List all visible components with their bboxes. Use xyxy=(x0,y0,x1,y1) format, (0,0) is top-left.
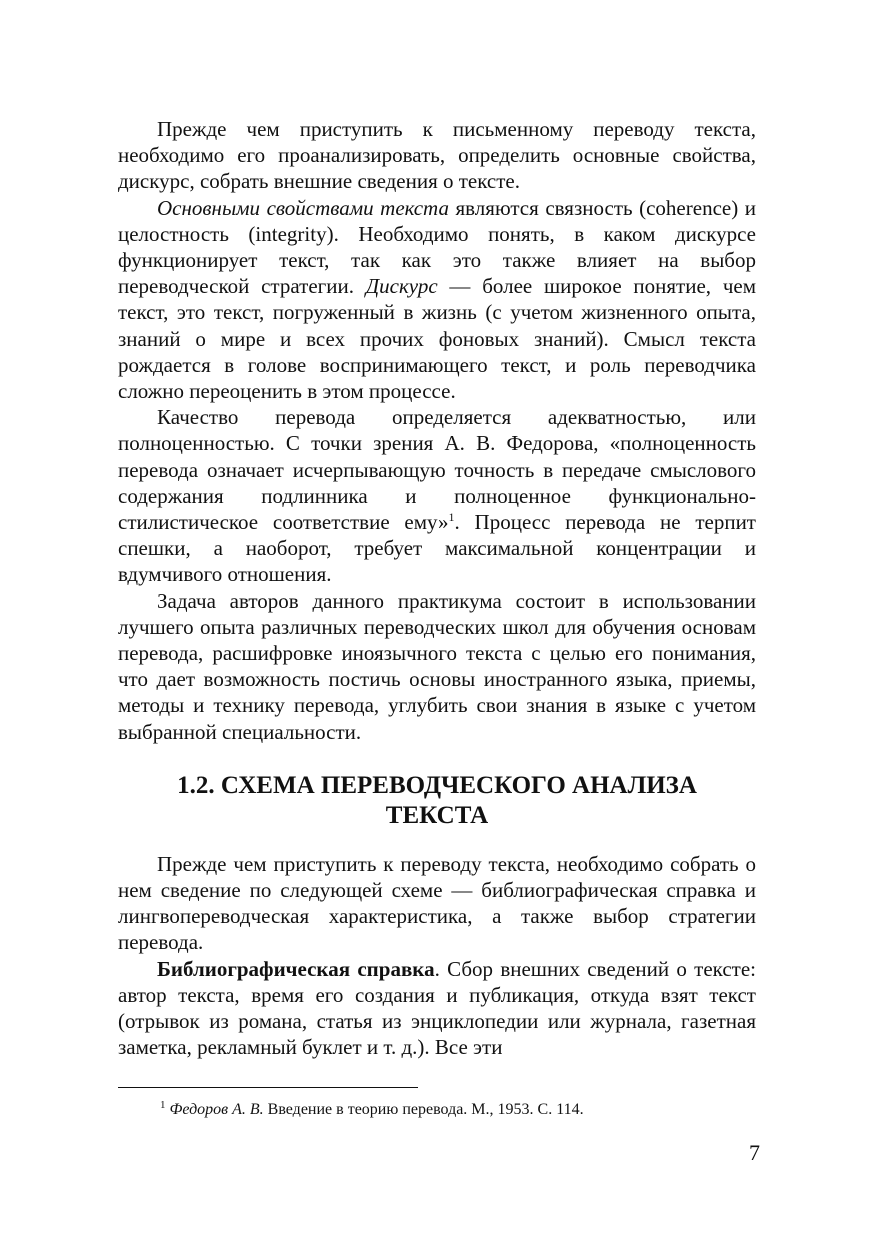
paragraph-5 xyxy=(118,851,756,956)
footnote xyxy=(160,1100,760,1120)
section-heading-line-1: 1.2. СХЕМА ПЕРЕВОДЧЕСКОГО АНАЛИЗА xyxy=(177,771,697,799)
footnote-text: Введение в теорию перевода. М., 1953. С. 114. xyxy=(263,1101,584,1118)
term-text-properties: Основными свойствами текста xyxy=(157,195,449,220)
paragraph-4-text: Задача авторов данного практикума состоит в использовании лучшего опыта различных переводческих школ для обучения основам перевода, расшифровке иноязычного текста с целью его понимания, что дает возможность постичь основы иностранного языка, приемы, методы и технику перевода, углубить свои знания в языке с учетом выбранной специальности. xyxy=(118,588,756,744)
section-heading xyxy=(118,771,756,831)
paragraph-3-text-a: Качество перевода определяется адекватностью, или полноценностью. С точки зрения А. В. Федорова, «полноценность перевода означает исчерпывающую точность в передаче смыслового содержания подлинника и полноценное функционально-стилистическое соответствие ему» xyxy=(118,405,756,535)
page-number: 7 xyxy=(749,1140,760,1165)
paragraph-1-text: Прежде чем приступить к письменному переводу текста, необходимо его проанализировать, определить основные свойства, дискурс, собрать внешние сведения о тексте. xyxy=(118,117,756,194)
footnote-separator xyxy=(118,1087,418,1088)
paragraph-2-text-b: — более широкое понятие, чем текст, это текст, погруженный в жизнь (с учетом жизненного опыта, знаний о мире и всех прочих фоновых знаний). Смысл текста рождается в голове воспринимающего текст, и роль переводчика сложно переоценить в этом процессе. xyxy=(118,274,756,404)
paragraph-2-text-a: являются связность (coherence) и целостность (integrity). Необходимо понять, в каком дискурсе функционирует текст, так как это также влияет на выбор переводческой стратегии. xyxy=(118,195,756,299)
paragraph-6-text: . Сбор внешних сведений о тексте: автор текста, время его создания и публикация, откуда взят текст (отрывок из романа, статья из энциклопедии или журнала, газетная заметка, рекламный буклет и т. д.). Все эти xyxy=(118,956,756,1060)
paragraph-1 xyxy=(118,116,756,195)
footnote-marker: 1 xyxy=(160,1099,166,1111)
paragraph-3 xyxy=(118,404,756,587)
paragraph-4 xyxy=(118,588,756,745)
term-discourse: Дискурс xyxy=(365,274,438,299)
term-bibliographic-reference: Библиографическая справка xyxy=(157,956,435,981)
footnote-author: Федоров А. В. xyxy=(169,1101,264,1118)
body-text xyxy=(118,116,756,1061)
footnote-reference[interactable]: 1 xyxy=(448,510,455,525)
paragraph-2 xyxy=(118,195,756,405)
paragraph-5-text: Прежде чем приступить к переводу текста, необходимо собрать о нем сведение по следующей схеме — библиографическая справка и лингвопереводческая характеристика, а также выбор стратегии перевода. xyxy=(118,851,756,955)
paragraph-3-text-b: . Процесс перевода не терпит спешки, а наоборот, требует максимальной концентрации и вдумчивого отношения. xyxy=(118,510,756,587)
paragraph-6 xyxy=(118,956,756,1061)
section-heading-line-2: ТЕКСТА xyxy=(385,801,489,829)
